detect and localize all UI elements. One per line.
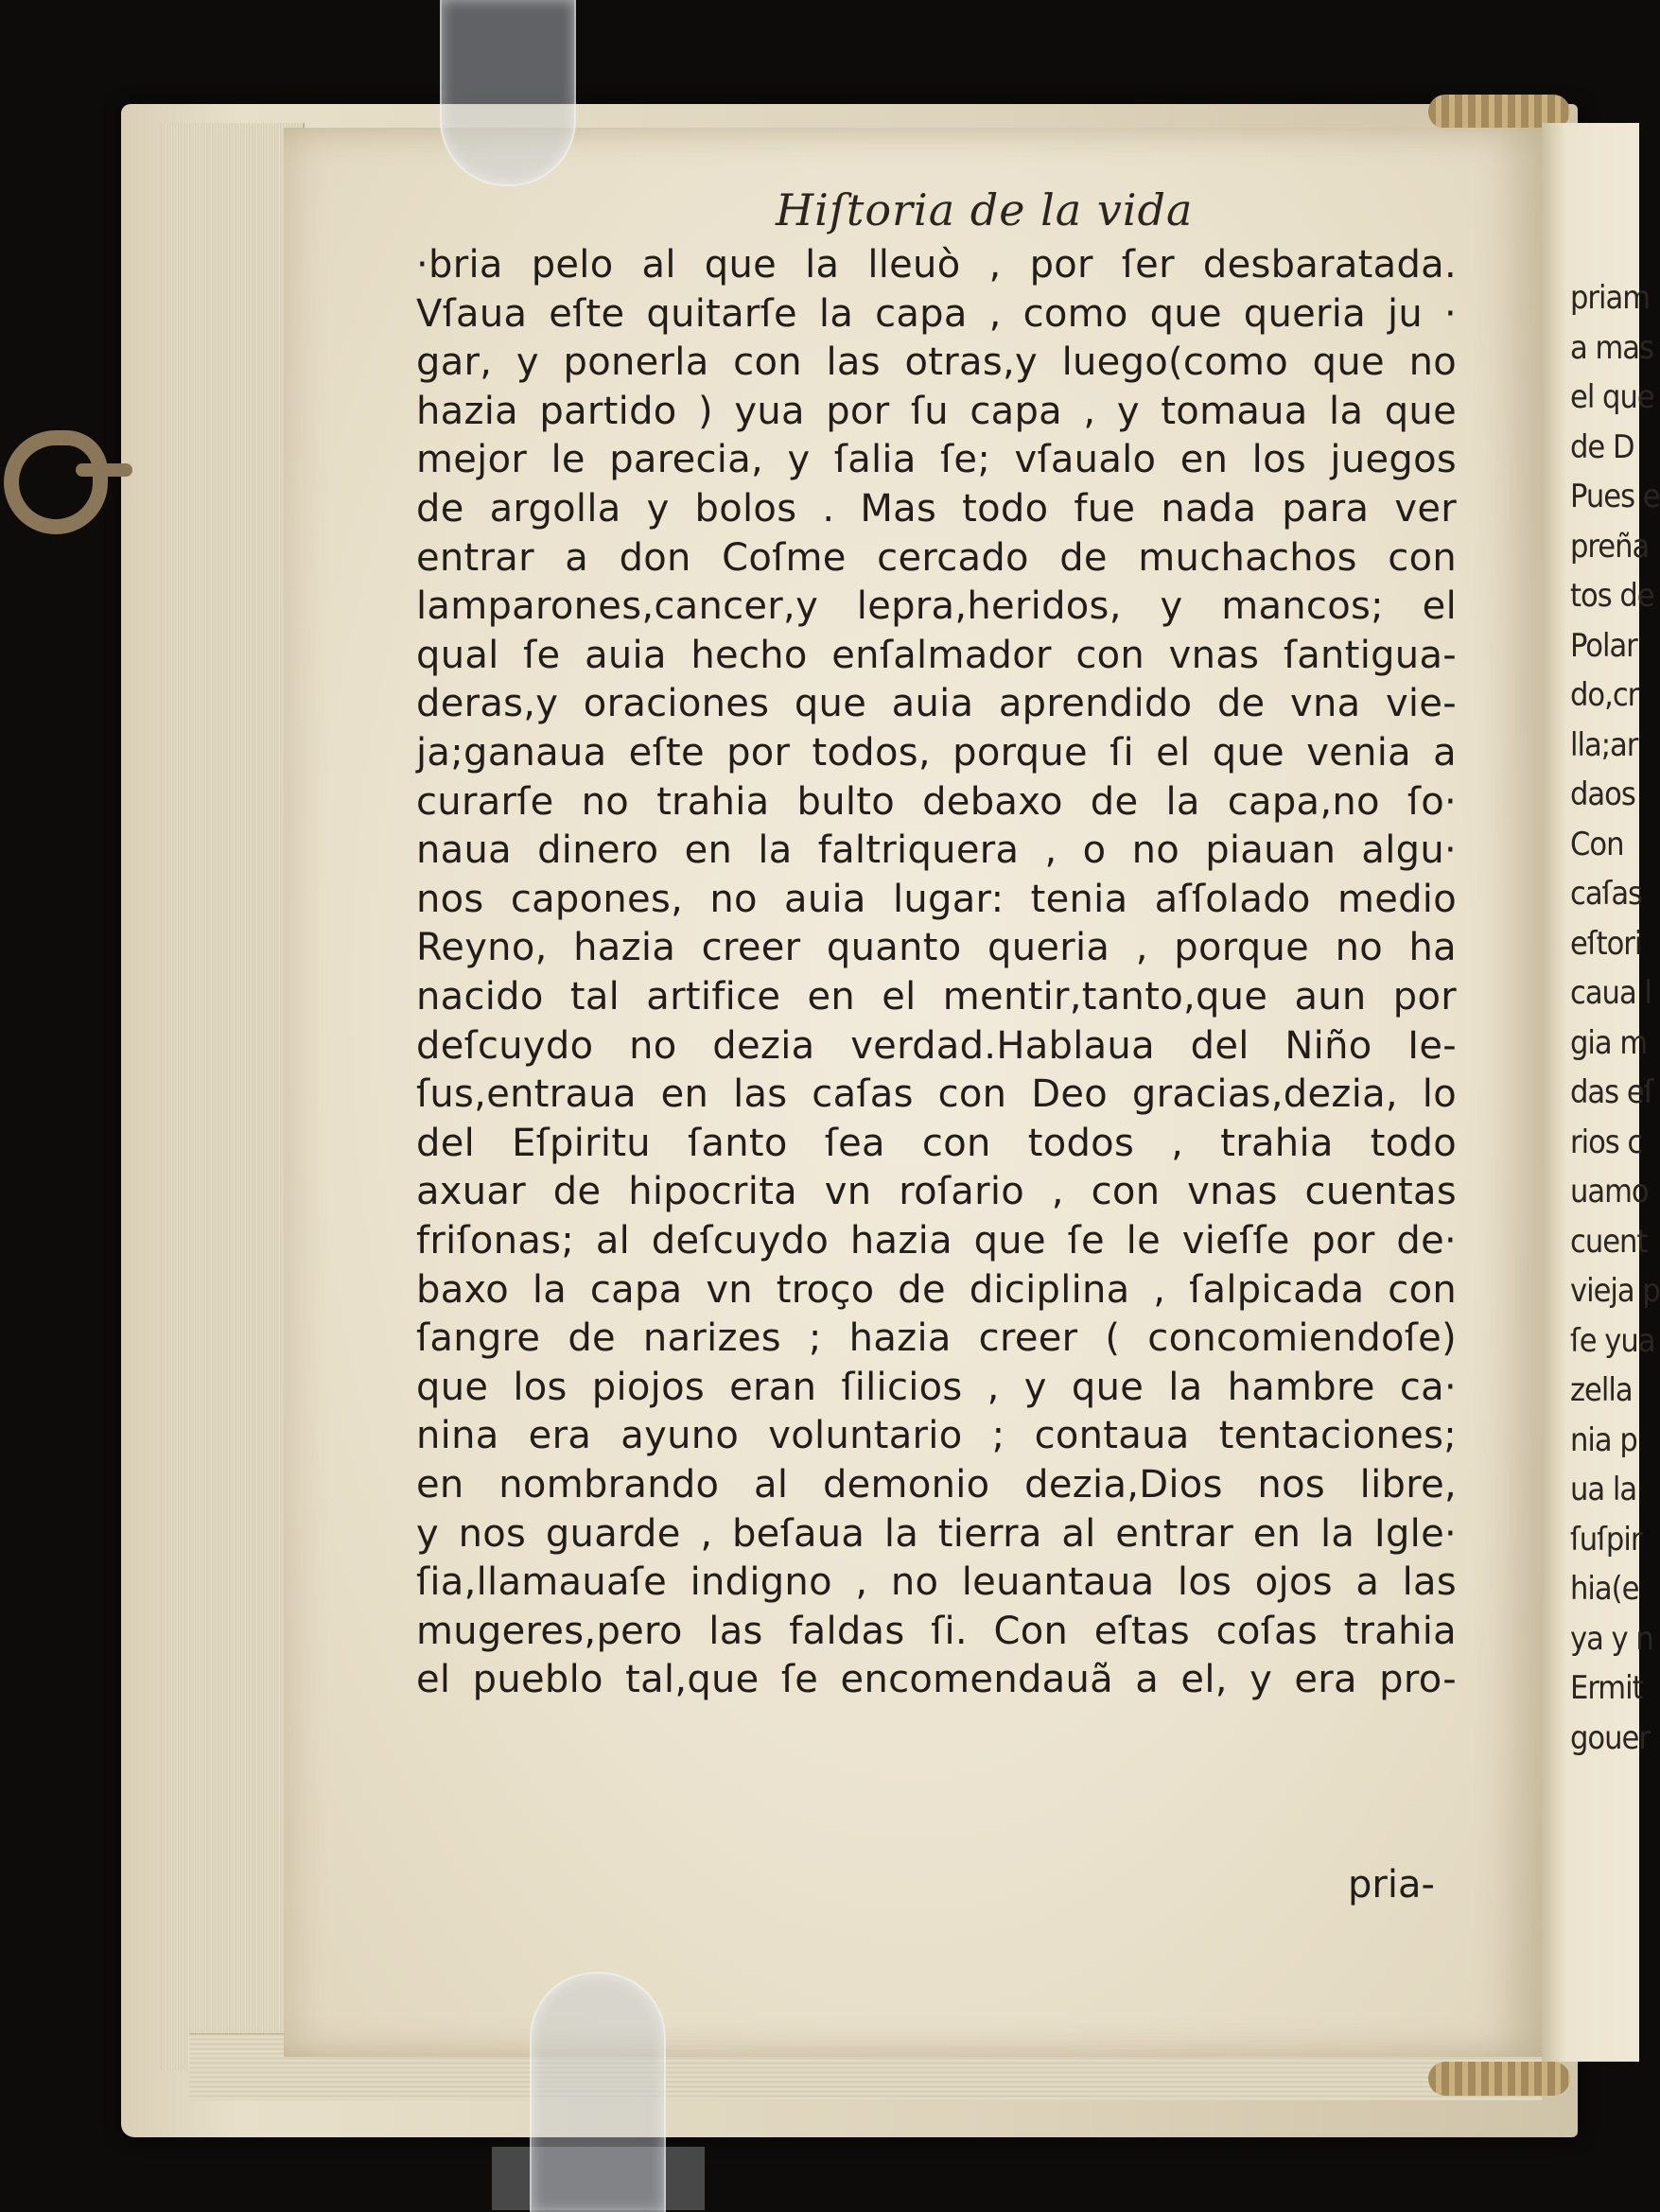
text-line: deras,y oraciones que auia aprendido de vna vie- (416, 682, 1457, 726)
facing-text-fragment: tos de (1570, 577, 1654, 615)
text-line: ſangre de narizes ; hazia creer ( concomiendoſe) (416, 1316, 1457, 1361)
facing-text-fragment: Pues e (1570, 478, 1660, 515)
text-line: qual ſe auia hecho enſalmador con vnas ſantigua- (416, 633, 1457, 677)
text-line: nacido tal artifice en el mentir,tanto,que aun por (416, 975, 1457, 1019)
text-line: Reyno, hazia creer quanto queria , porque no ha (416, 926, 1457, 970)
running-head: Hiſtoria de la vida (776, 184, 1194, 235)
page-clip-top (440, 0, 576, 186)
recto-page-fragment (1542, 123, 1660, 2062)
text-line: entrar a don Coſme cercado de muchachos con (416, 535, 1457, 580)
catchword: pria- (1348, 1863, 1435, 1907)
facing-text-fragment: de D (1570, 427, 1634, 466)
text-line: naua dinero en la faltriquera , o no piauan algu· (416, 828, 1457, 873)
facing-text-fragment: ua la (1570, 1471, 1637, 1508)
text-line: nina era ayuno voluntario ; contaua tentaciones; (416, 1414, 1457, 1458)
headband-bottom (1428, 2062, 1570, 2096)
facing-text-fragment: zella (1570, 1371, 1633, 1409)
facing-text-fragment: preña (1570, 527, 1650, 566)
text-line: ·bria pelo al que la lleuò , por ſer desbaratada. (416, 243, 1457, 287)
facing-text-fragment: el que (1570, 378, 1654, 416)
text-line: nos capones, no auia lugar: tenia aſſolado medio (416, 877, 1457, 921)
text-line: ſia,llamauaſe indigno , no leuantaua los ojos a las (416, 1560, 1457, 1605)
text-line: ſus,entraua en las caſas con Deo gracias,dezia, lo (416, 1072, 1457, 1117)
facing-text-fragment: hia(e (1570, 1570, 1639, 1608)
facing-text-fragment: ya y n (1570, 1619, 1653, 1658)
text-line: y nos guarde , beſaua la tierra al entrar en la Igle· (416, 1511, 1457, 1556)
text-line: el pueblo tal,que ſe encomendauã a el, y era pro- (416, 1658, 1457, 1702)
facing-text-fragment: ſuſpir (1570, 1520, 1642, 1559)
text-line: deſcuydo no dezia verdad.Hablaua del Niño Ie- (416, 1023, 1457, 1068)
facing-text-fragment: das eſ (1570, 1073, 1653, 1111)
facing-text-fragment: priam (1570, 279, 1651, 317)
text-line: mejor le parecia, y ſalia ſe; vſaualo en los juegos (416, 438, 1457, 482)
text-line: Vſaua eſte quitarſe la capa , como que queria ju · (416, 291, 1457, 336)
text-line: que los piojos eran ſilicios , y que la hambre ca· (416, 1365, 1457, 1409)
tie-string (76, 463, 132, 477)
page-clip-bottom (530, 1972, 666, 2212)
text-line: curarſe no trahia bulto debaxo de la capa,no ſo· (416, 779, 1457, 824)
text-line: ja;ganaua eſte por todos, porque ſi el que venia a (416, 731, 1457, 775)
facing-text-fragment: Polar (1570, 626, 1637, 665)
facing-text-fragment: uamo (1570, 1173, 1649, 1211)
facing-text-fragment: caſas (1570, 875, 1642, 913)
text-line: axuar de hipocrita vn roſario , con vnas cuentas (416, 1170, 1457, 1214)
text-line: en nombrando al demonio dezia,Dios nos libre, (416, 1463, 1457, 1507)
facing-text-fragment: Ermit (1570, 1669, 1643, 1707)
facing-text-fragment: Con (1570, 825, 1624, 863)
facing-text-fragment: nia p (1570, 1420, 1637, 1459)
facing-text-fragment: caua l (1570, 974, 1651, 1012)
text-line: friſonas; al deſcuydo hazia que ſe le vieſſe por de· (416, 1219, 1457, 1263)
facing-text-fragment: a mas (1570, 328, 1653, 367)
tie-string-loop (4, 430, 108, 534)
text-line: mugeres,pero las faldas ſi. Con eſtas coſas trahia (416, 1609, 1457, 1653)
facing-text-fragment: do,cr (1570, 676, 1639, 714)
facing-text-fragment: lla;ar (1570, 725, 1638, 764)
text-line: hazia partido ) yua por ſu capa , y tomaua la que (416, 389, 1457, 433)
facing-text-fragment: ſe yua (1570, 1321, 1655, 1360)
facing-text-fragment: daos (1570, 775, 1635, 813)
facing-text-fragment: eſtori (1570, 924, 1642, 963)
facing-text-fragment: gia m (1570, 1023, 1648, 1062)
text-line: del Eſpiritu ſanto ſea con todos , trahia todo (416, 1121, 1457, 1165)
facing-text-fragment: rios c (1570, 1123, 1643, 1161)
facing-text-fragment: gouer (1570, 1718, 1650, 1757)
text-line: gar, y ponerla con las otras,y luego(como que no (416, 340, 1457, 385)
facing-text-fragment: vieja p (1570, 1272, 1660, 1310)
text-line: lamparones,cancer,y lepra,heridos, y mancos; el (416, 584, 1457, 629)
text-line: baxo la capa vn troço de diciplina , ſalpicada con (416, 1267, 1457, 1312)
facing-text-fragment: cuent (1570, 1222, 1648, 1261)
text-line: de argolla y bolos . Mas todo fue nada para ver (416, 487, 1457, 531)
